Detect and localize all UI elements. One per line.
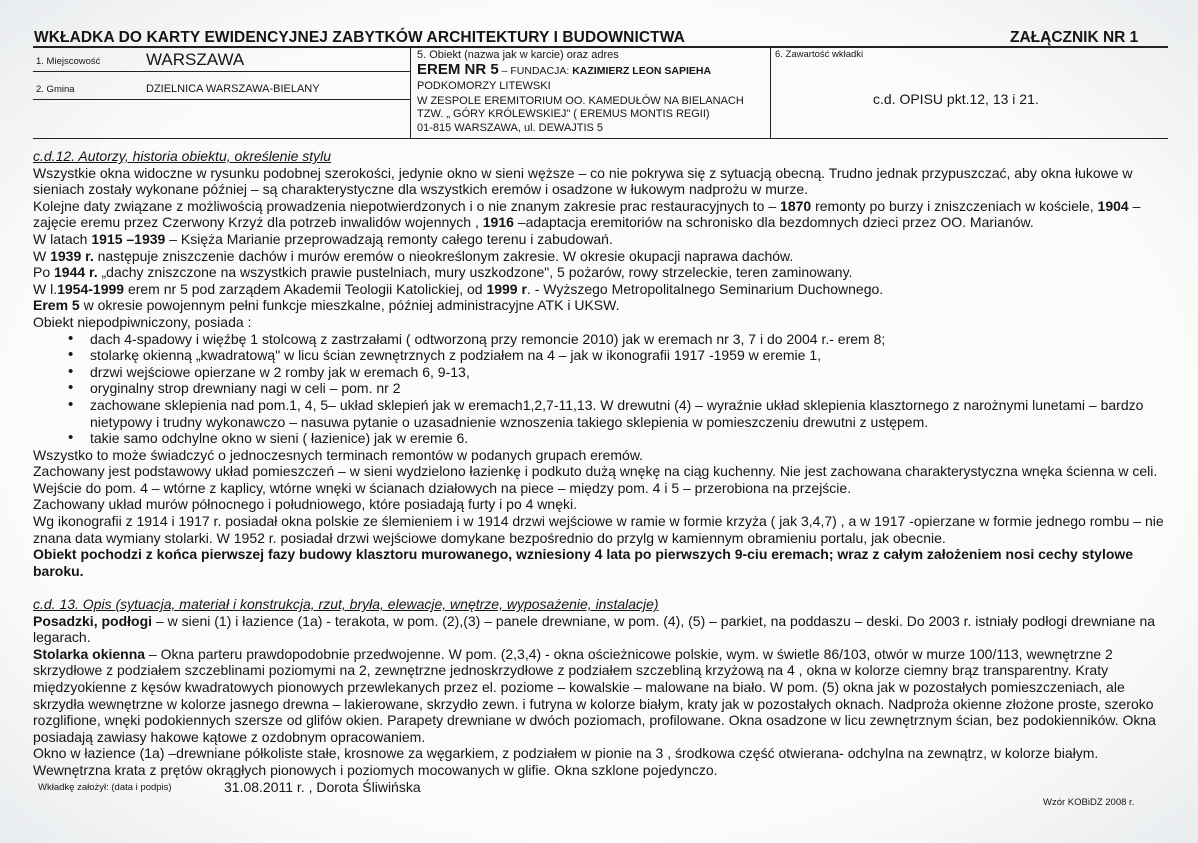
bold-text: 1870 bbox=[780, 197, 812, 214]
object-label: 5. Obiekt (nazwa jak w karcie) oraz adres bbox=[417, 49, 619, 61]
bold-text: 1915 –1939 bbox=[91, 230, 166, 247]
text-run: – zajęcie eremu przez Czerwony Krzyż dla potrzeb inwalidów wojennych , bbox=[33, 197, 1141, 231]
bold-text: 1904 bbox=[1097, 197, 1129, 214]
text-run: – Księża Marianie przeprowadzają remonty całego terenu i zabudowań. bbox=[165, 230, 613, 247]
locality-cell bbox=[33, 47, 410, 139]
bold-text: 1954-1999 bbox=[57, 280, 125, 297]
paragraph bbox=[33, 297, 1171, 314]
paragraph bbox=[33, 264, 1171, 281]
contents-label: 6. Zawartość wkładki bbox=[775, 49, 864, 60]
text-run: – Okna parteru prawdopodobnie przedwojenne. W pom. (2,3,4) - okna ościeżnicowe polskie, wym. w świetle 86/103, otwór w murze 100/113, wewnętrzne 2 skrzydłowe z podziałem szczeblinami poziomymi na 2, zewnętrzne jednoskrzydłowe z podziałem szczebliną krzyżową na 4 , okna w kolorze ciemny brąz transparentny. Kraty międzyokienne z kęsów kwadratowych pionowych przewlekanych przez el. poziome – kowalskie – malowane na biało. W pom. (5) okna jak w pozostałych pomieszczeniach, ale skrzydła wewnętrzne w kolorze jasnego drewna – lakierowane, skrzydło zewn. i futryna w kolorze białym, kraty jak w pozostałych oknach. Nadproża okienne złożone proste, szeroko rozglifione, wnęki podokiennych szersze od glifów okien. Parapety drewniane w dwóch poziomach, profilowane. Okna osadzone w licu zewnętrznym ścian, bez podokienników. Okna posiadają zawiasy hakowe kątowe z ozdobnym opracowaniem. bbox=[33, 645, 1156, 745]
object-line: PODKOMORZY LITEWSKI bbox=[417, 80, 551, 92]
paragraph bbox=[33, 281, 1171, 298]
text-run: –adaptacja eremitoriów na schronisko dla bezdomnych dzieci przez OO. Marianów. bbox=[513, 214, 1034, 231]
paragraph bbox=[33, 513, 1171, 546]
paragraph bbox=[33, 165, 1171, 198]
table-bottom-rule bbox=[33, 138, 1168, 139]
section-12-outro bbox=[33, 447, 1171, 580]
bold-text: Obiekt pochodzi z końca pierwszej fazy budowy klasztoru murowanego, wzniesiony 4 lata po pierwszych 9-ciu eremach; wraz z całym założeniem nosi cechy stylowe baroku. bbox=[33, 546, 1134, 579]
text-run: Obiekt niepodpiwniczony, posiada : bbox=[33, 313, 252, 330]
object-line: TZW. „ GÓRY KRÓLEWSKIEJ" ( EREMUS MONTIS REGII) bbox=[417, 108, 710, 120]
bold-text: Stolarka okienna bbox=[33, 645, 146, 662]
text-run: w okresie powojennym pełni funkcje mieszkalne, później administracyjne ATK i UKSW. bbox=[79, 297, 620, 314]
paragraph bbox=[33, 248, 1171, 265]
bullet-item: • oryginalny strop drewniany nagi w celi – pom. nr 2 bbox=[90, 380, 1171, 397]
paragraph bbox=[33, 613, 1171, 646]
text-run: W latach bbox=[33, 230, 92, 247]
object-foundation-prefix: – FUNDACJA: bbox=[498, 65, 573, 77]
row-divider bbox=[33, 99, 410, 100]
text-run: W bbox=[33, 247, 51, 264]
form-pattern: Wzór KOBiDZ 2008 r. bbox=[1043, 797, 1135, 808]
section-13-heading: c.d. 13. Opis (sytuacja, materiał i konstrukcja, rzut, bryła, elewacje, wnętrze, wyposażenie, instalacje) bbox=[33, 596, 659, 613]
object-cell bbox=[411, 47, 770, 139]
bullet-item: • zachowane sklepienia nad pom.1, 4, 5– układ sklepień jak w eremach1,2,7-11,13. W drewutni (4) – wyraźnie układ sklepienia klasztornego z narożnymi lunetami – bardzo nietypowy i trudny wykonawczo – nasuwa pytanie o uzasadnienie wznoszenia takiego sklepienia w pomieszczeniu drewutni z ustępem. bbox=[90, 397, 1171, 430]
object-line: W ZESPOLE EREMITORIUM OO. KAMEDUŁÓW NA BIELANACH bbox=[417, 95, 744, 107]
text-run: Okno w łazience (1a) –drewniane półkoliste stałe, krosnowe za węgarkiem, z podziałem w pionie na 3 , środkowa część otwierana- odchylna na zewnątrz, w kolorze białym. Wewnętrzna krata z prętów okrągłych pionowych i poziomych mocowanych w glifie. Okna szklone pojedynczo. bbox=[33, 745, 1099, 778]
bold-text: Erem 5 bbox=[33, 297, 80, 314]
text-run: . - Wyższego Metropolitalnego Seminarium Duchownego. bbox=[526, 280, 884, 297]
text-run: Wszystkie okna widoczne w rysunku podobnej szerokości, jedynie okno w sieni węższe – co nie pokrywa się z sytuacją obecną. Trudno jednak przypuszczać, aby okna łukowe w sieniach zostały wykonane później – są charakterystyczne dla wszystkich eremów i osadzone w łukowym nadprożu w murze. bbox=[33, 164, 1133, 198]
text-run: erem nr 5 pod zarządem Akademii Teologii Katolickiej, od bbox=[124, 280, 487, 297]
text-run: remonty po burzy i zniszczeniach w kościele, bbox=[811, 197, 1098, 214]
locality-label: 1. Miejscowość bbox=[36, 56, 101, 67]
text-run: W l. bbox=[33, 280, 58, 297]
commune-value: DZIELNICA WARSZAWA-BIELANY bbox=[146, 83, 320, 95]
bullet-item: • takie samo odchylne okno w sieni ( łazienice) jak w eremie 6. bbox=[90, 430, 1171, 447]
paragraph bbox=[33, 646, 1171, 746]
section-12-bullet-list bbox=[33, 331, 1171, 447]
paragraph bbox=[33, 463, 1171, 496]
paragraph bbox=[33, 314, 1171, 331]
text-run: Zachowany układ murów północnego i południowego, które posiadają furty i po 4 wnęki. bbox=[33, 496, 577, 513]
section-13-paragraphs bbox=[33, 613, 1171, 779]
header-table bbox=[33, 47, 1168, 139]
signed-value: 31.08.2011 r. , Dorota Śliwińska bbox=[224, 779, 421, 795]
bullet-item: • dach 4-spadowy i więźbę 1 stolcową z zastrzałami ( odtworzoną przy remoncie 2010) jak w eremach nr 3, 7 i do 2004 r.- erem 8; bbox=[90, 331, 1171, 348]
object-name: EREM NR 5 bbox=[417, 61, 499, 78]
paragraph bbox=[33, 231, 1171, 248]
paragraph bbox=[33, 447, 1171, 464]
commune-label: 2. Gmina bbox=[36, 84, 75, 95]
section-12 bbox=[33, 148, 1171, 579]
paragraph bbox=[33, 745, 1171, 778]
text-run: Wg ikonografii z 1914 i 1917 r. posiadał okna polskie ze ślemieniem i w 1914 drzwi wejściowe w ramie w formie krzyża ( jak 3,4,7) , a w 1917 -opierzane w formie jednego rombu – nie znana data wymiany stolarki. W 1952 r. posiadał drzwi wejściowe domykane bezpośrednio do przylg w kamiennym obramieniu portalu, jak obecnie. bbox=[33, 513, 1164, 546]
contents-cell bbox=[771, 47, 1168, 139]
row-divider bbox=[33, 71, 410, 72]
section-12-intro bbox=[33, 165, 1171, 331]
object-address: 01-815 WARSZAWA, ul. DEWAJTIS 5 bbox=[417, 122, 604, 134]
paragraph bbox=[33, 546, 1171, 579]
contents-value: c.d. OPISU pkt.12, 13 i 21. bbox=[873, 91, 1039, 107]
bold-text: Posadzki, podłogi bbox=[33, 612, 153, 629]
text-run: Wszystko to może świadczyć o jednoczesnych terminach remontów w podanych grupach eremów. bbox=[33, 446, 644, 463]
document-title: WKŁADKA DO KARTY EWIDENCYJNEJ ZABYTKÓW ARCHITEKTURY I BUDOWNICTWA bbox=[34, 29, 685, 46]
object-title bbox=[417, 61, 711, 78]
signed-label: Wkładkę założył: (data i podpis) bbox=[38, 782, 172, 793]
locality-value: WARSZAWA bbox=[146, 50, 245, 69]
bullet-item: • drzwi wejściowe opierzane w 2 romby jak w eremach 6, 9-13, bbox=[90, 364, 1171, 381]
paragraph bbox=[33, 496, 1171, 513]
bullet-item: • stolarkę okienną „kwadratową" w licu ścian zewnętrznych z podziałem na 4 – jak w ikonografii 1917 -1959 w eremie 1, bbox=[90, 347, 1171, 364]
annex-number: ZAŁĄCZNIK NR 1 bbox=[1010, 29, 1139, 46]
bold-text: 1916 bbox=[482, 214, 514, 231]
text-run: Zachowany jest podstawowy układ pomieszczeń – w sieni wydzielono łazienkę i podkuto dużą wnękę na ciąg kuchenny. Nie jest zachowana charakterystyczna wnęka ścienna w celi. Wejście do pom. 4 – wtórne z kaplicy, wtórne wnęki w ścianach działowych na piece – między pom. 4 i 5 – przerobiona na przejście. bbox=[33, 463, 1158, 496]
bold-text: 1944 r. bbox=[54, 264, 98, 281]
object-founder: KAZIMIERZ LEON SAPIEHA bbox=[572, 65, 712, 77]
bold-text: 1939 r. bbox=[50, 247, 94, 264]
text-run: Kolejne daty związane z możliwością prowadzenia niepotwierdzonych i o nie znanym zakresie prac restauracyjnych to – bbox=[33, 197, 781, 214]
section-13 bbox=[33, 596, 1171, 779]
section-12-heading: c.d.12. Autorzy, historia obiektu, określenie stylu bbox=[33, 148, 332, 164]
text-run: Po bbox=[33, 264, 55, 281]
bold-text: 1999 r bbox=[486, 280, 527, 297]
document-body bbox=[33, 148, 1171, 779]
paragraph bbox=[33, 198, 1171, 231]
text-run: „dachy zniszczone na wszystkich prawie pustelniach, mury uszkodzone", 5 pożarów, rowy strzeleckie, teren zaminowany. bbox=[97, 264, 853, 281]
text-run: następuje zniszczenie dachów i murów eremów o nieokreślonym zakresie. W okresie okupacji naprawa dachów. bbox=[93, 247, 794, 264]
text-run: – w sieni (1) i łazience (1a) - terakota, w pom. (2),(3) – panele drewniane, w pom. (4), (5) – parkiet, na poddaszu – deski. Do 2003 r. istniały podłogi drewniane na legarach. bbox=[33, 612, 1156, 646]
